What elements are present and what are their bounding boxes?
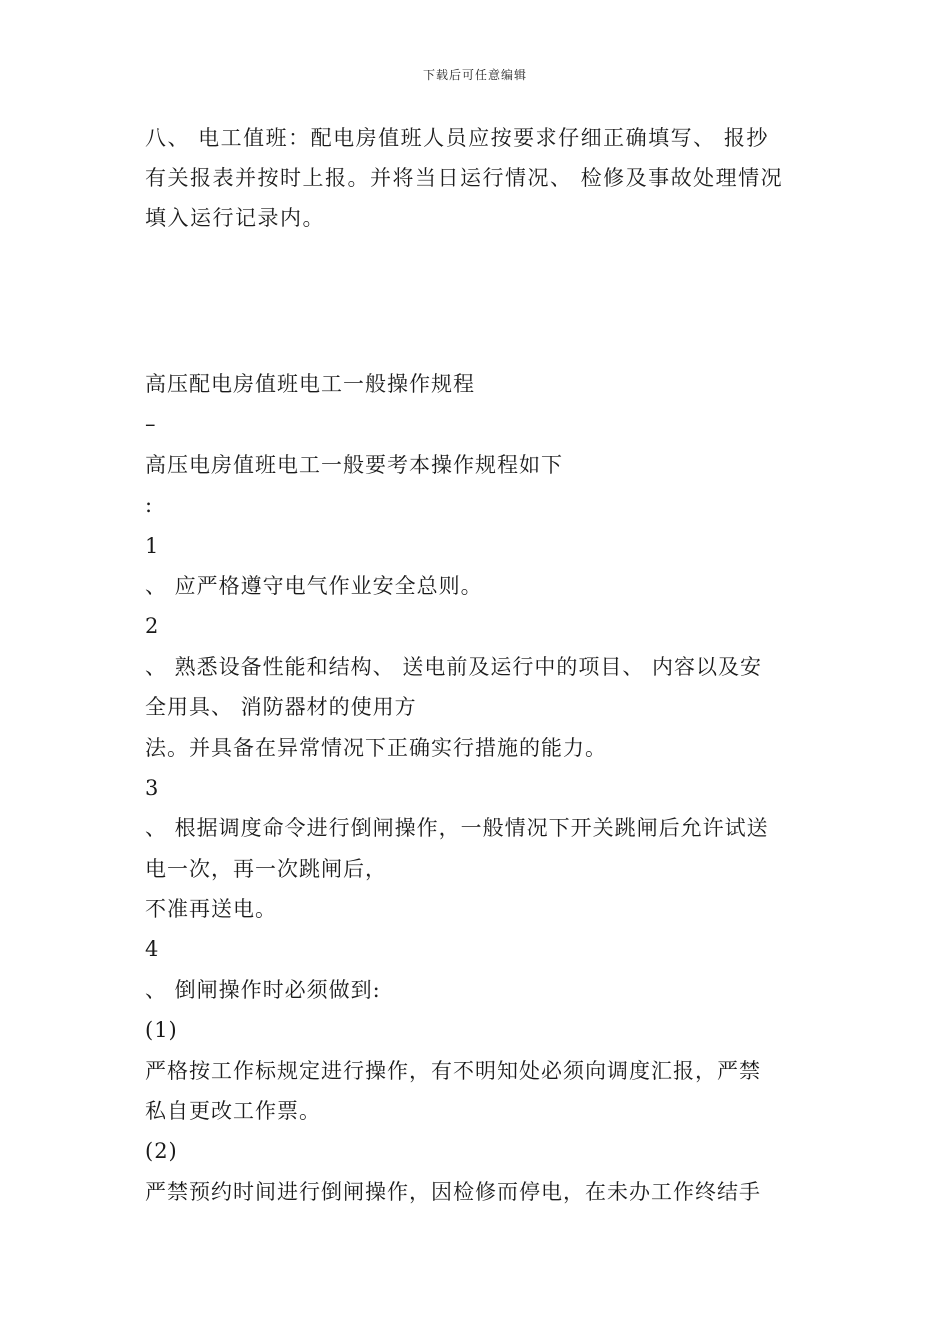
text-line: 电一次，再一次跳闸后， [145,856,387,881]
procedure-title: 高压配电房值班电工一般操作规程 [145,372,475,396]
text-line: 不准再送电。 [145,897,277,922]
item-number: 3 [145,775,160,800]
text-line: 、 倒闸操作时必须做到: [145,977,381,1002]
sub-item-number: (2) [145,1139,178,1164]
item-number: 4 [145,937,160,962]
text-line: : [145,493,154,518]
section-eight-paragraph [145,118,815,238]
text-line: 、 根据调度命令进行倒闸操作，一般情况下开关跳闸后允许试送 [145,816,769,841]
text-line: 法。并具备在异常情况下正确实行措施的能力。 [145,735,607,760]
sub-item-number: (1) [145,1018,178,1043]
paragraph-line: 八、 电工值班：配电房值班人员应按要求仔细正确填写、 报抄 [145,126,769,150]
item-number: 2 [145,614,160,639]
procedure-body [145,364,815,1212]
text-line: 全用具、 消防器材的使用方 [145,695,417,720]
paragraph-line: 有关报表并按时上报。并将当日运行情况、 检修及事故处理情况 [145,166,784,190]
text-line: 严格按工作标规定进行操作，有不明知处必须向调度汇报，严禁 [145,1058,761,1083]
text-line: 高压电房值班电工一般要考本操作规程如下 [145,452,563,477]
text-line: 严禁预约时间进行倒闸操作，因检修而停电，在未办工作终结手 [145,1179,761,1204]
page-header: 下载后可任意编辑 [422,68,527,82]
text-line: 、 应严格遵守电气作业安全总则。 [145,573,483,598]
paragraph-line: 填入运行记录内。 [145,206,325,230]
text-line: – [145,412,157,437]
item-number: 1 [145,533,160,558]
text-line: 私自更改工作票。 [145,1099,321,1124]
text-line: 、 熟悉设备性能和结构、 送电前及运行中的项目、 内容以及安 [145,654,763,679]
